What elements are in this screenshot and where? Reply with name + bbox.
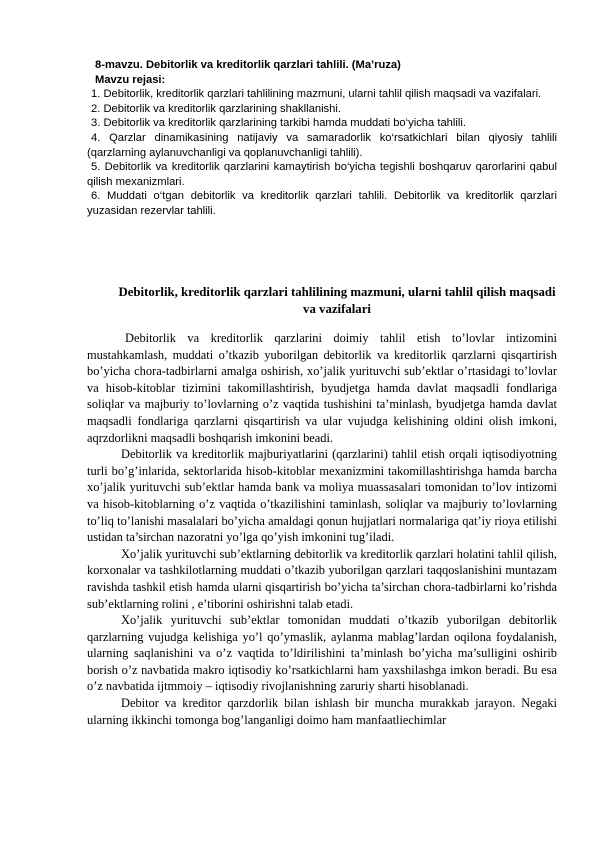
plan-item: 5. Debitorlik va kreditorlik qarzlarini kamaytirish bo‘yicha tegishli boshqaruv qarorlarini qabul qilish mexanizmlari. — [87, 161, 557, 188]
body-paragraph: Debitorlik va kreditorlik qarzlarini doimiy tahlil etish to’lovlar intizomini mustahkamlash, muddati o’tkazib yuborilgan debitorlik va kreditorlik qarzlarni qisqartirish bo’yicha chora-tadbirlarni amalga oshirish, xo’jalik yurituvchi sub’ektlar o’rtasidagi to’lovlar va hisob-kitoblar tizimini takomillashtirish, byudjetga hamda davlat maqsadli fondlariga soliqlar va majburiy to’lovlarning o’z vaqtida tushishini ta’minlash, byudjetga hamda davlat maqsadli fondlariga qarzlarni qisqartirish va ular vujudga kelishining oldini olish imkoni, aqrzdorlikni maqsadli boshqarish imkonini beadi. — [87, 331, 557, 445]
section-heading: Debitorlik, kreditorlik qarzlari tahlilining mazmuni, ularni tahlil qilish maqsadi va vazifalari — [118, 285, 556, 316]
plan-item: 1. Debitorlik, kreditorlik qarzlari tahlilining mazmuni, ularni tahlil qilish maqsadi va vazifalari. — [91, 88, 542, 101]
plan-item: 3. Debitorlik va kreditorlik qarzlarining tarkibi hamda muddati bo‘yicha tahlili. — [91, 117, 466, 130]
body-paragraph: Debitorlik va kreditorlik majburiyatlarini (qarzlarini) tahlil etish orqali iqtisodiyotning turli bo’g’inlarida, sektorlarida hisob-kitoblar mexanizmini takomillashtirishga hamda barcha xo’jalik yurituvchi sub’ektlar hamda bank va moliya muassasalari tomonidan to’lov intizomi va hisob-kitoblarning o’z vaqtida o’tkazilishini taminlash, soliqlar va majburiy to’lovlarning to’liq to’lanishi masalalari bo’yicha amaldagi qonun hujjatlari normalariga qat’iy rioya etilishi ustidan ta’sirchan nazoratni yo’lga qo’yish imkonini tug’iladi. — [87, 447, 557, 545]
topic-title: 8-mavzu. Debitorlik va kreditorlik qarzlari tahlili. (Ma’ruza) — [95, 59, 401, 71]
section-body — [87, 330, 557, 728]
plan-item: 2. Debitorlik va kreditorlik qarzlarining shakllanishi. — [91, 102, 341, 115]
body-paragraph: Xo’jalik yurituvchi sub’ektlarning debitorlik va kreditorlik qarzlari holatini tahlil qilish, korxonalar va tashkilotlarning muddati o’tkazib yuborilgan qarzlari taqqoslanishini muntazam ravishda tashkil etish hamda ularni qisqartirish bo’yicha ta’sirchan chora-tadbirlarni ko’rishda sub’ektlarning rolini , e’tiborini oshirishni talab etadi. — [87, 546, 557, 611]
plan-subtitle: Mavzu rejasi: — [95, 73, 166, 86]
body-paragraph: Xo’jalik yurituvchi sub’ektlar tomonidan muddati o’tkazib yuborilgan debitorlik qarzlarning vujudga kelishiga yo’l qo’ymaslik, aylanma mablag’lardan oqilona foydalanish, ularning saqlanishini va o’z vaqtida to’ldirilishini ta’minlash bo’yicha ma’sulligini oshirib borish o’z navbatida makro iqtisodiy ko’rsatkichlarni ham yaxshilashga imkon beradi. Bu esa o’z navbatida ijtmmoiy – iqtisodiy rivojlanishning zaruriy sharti hisoblanadi. — [87, 613, 557, 694]
body-paragraph: Debitor va kreditor qarzdorlik bilan ishlash bir muncha murakkab jarayon. Negaki ularning ikkinchi tomonga bog’langanligi doimo ham manfaatliechimlar — [87, 696, 557, 727]
plan-item: 6. Muddati o‘tgan debitorlik va kreditorlik qarzlari tahlili. Debitorlik va kreditorlik qarzlari yuzasidan rezervlar tahlili. — [87, 190, 557, 217]
plan-item: 4. Qarzlar dinamikasining natijaviy va samaradorlik ko‘rsatkichlari bilan qiyosiy tahlili (qarzlarning aylanuvchanligi va qoplanuvchanligi tahlili). — [87, 131, 557, 159]
lecture-plan — [87, 58, 557, 219]
